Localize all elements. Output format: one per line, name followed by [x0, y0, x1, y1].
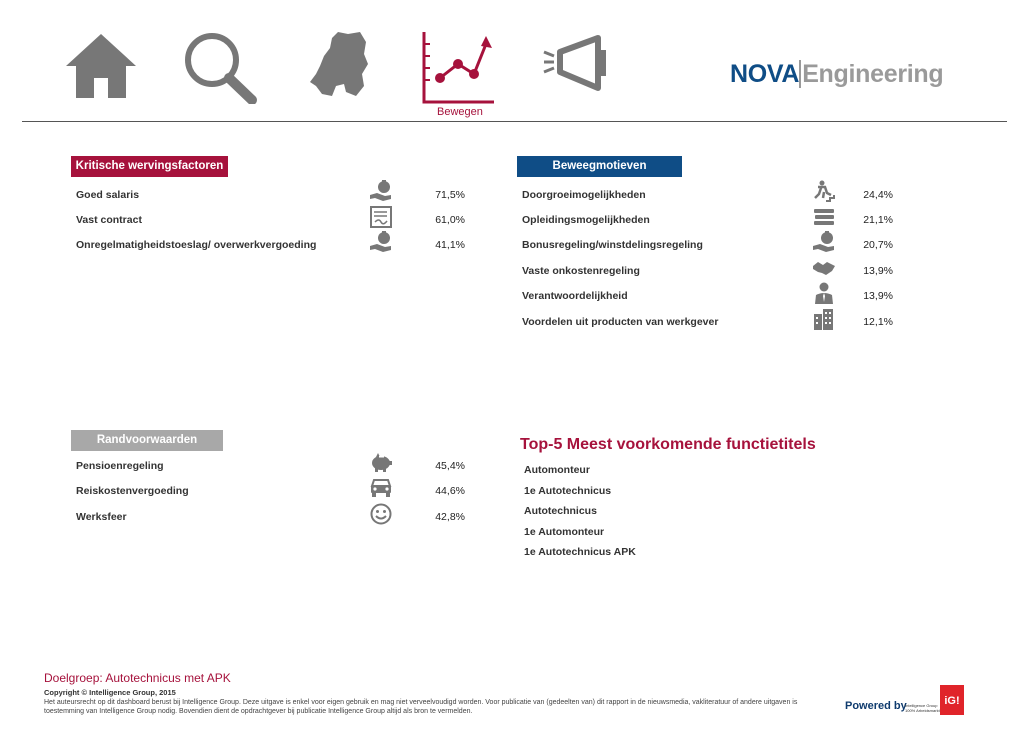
rand-value-2: 44,6%	[435, 485, 465, 497]
beweeg-label-1: Doorgroeimogelijkheden	[522, 189, 646, 201]
beweeg-value-2: 21,1%	[863, 214, 893, 226]
beweeg-label-3: Bonusregeling/winstdelingsregeling	[522, 239, 703, 251]
rand-label-3: Werksfeer	[76, 511, 127, 523]
beweeg-value-1: 24,4%	[863, 189, 893, 201]
kritische-label-3: Onregelmatigheidstoeslag/ overwerkvergoeding	[76, 239, 317, 251]
piggy-bank-icon	[369, 452, 393, 474]
beweeg-label-5: Verantwoordelijkheid	[522, 290, 628, 302]
beweeg-label-4: Vaste onkostenregeling	[522, 265, 640, 277]
kritische-label-1: Goed salaris	[76, 189, 140, 201]
home-icon[interactable]	[64, 30, 138, 105]
beweeg-value-4: 13,9%	[863, 265, 893, 277]
logo-part-engineering: Engineering	[799, 60, 943, 88]
powered-by-label: Powered by	[845, 700, 907, 712]
nav-label-bewegen[interactable]: Bewegen	[437, 106, 483, 118]
rand-label-1: Pensioenregeling	[76, 460, 164, 472]
rand-label-2: Reiskostenvergoeding	[76, 485, 189, 497]
kritische-label-2: Vast contract	[76, 214, 142, 226]
money-bag-hand-icon	[369, 180, 393, 202]
money-bag-hand-icon	[812, 231, 836, 253]
buildings-icon	[812, 308, 836, 330]
nova-engineering-logo	[730, 60, 943, 89]
smiley-icon	[369, 503, 393, 525]
beweeg-label-2: Opleidingsmogelijkheden	[522, 214, 650, 226]
businessman-icon	[812, 282, 836, 304]
disclaimer: Het auteursrecht op dit dashboard berust bij Intelligence Group. Deze uitgave is enkel voor eigen gebruik en mag niet verveelvoudigd worden. Voor publicatie van (gedeelten van) dit rapport in de nieuwsmedia, vakliteratuur of andere uitgaven is toestemming van Intelligence Group nodig. Bovendien dient de opdrachtgever bij publicatie Intelligence Group altijd als bron te vermelden.	[44, 699, 798, 715]
top5-item-3: Autotechnicus	[524, 505, 597, 517]
top5-item-1: Automonteur	[524, 464, 590, 476]
rand-value-3: 42,8%	[435, 511, 465, 523]
contract-icon	[369, 206, 393, 228]
kritische-value-2: 61,0%	[435, 214, 465, 226]
kritische-value-3: 41,1%	[435, 239, 465, 251]
beweeg-value-6: 12,1%	[863, 316, 893, 328]
beweeg-label-6: Voordelen uit producten van werkgever	[522, 316, 719, 328]
top5-item-5: 1e Autotechnicus APK	[524, 546, 636, 558]
megaphone-icon[interactable]	[542, 30, 610, 99]
kritische-header: Kritische wervingsfactoren	[71, 156, 228, 177]
money-bag-hand-icon	[369, 231, 393, 253]
copyright: Copyright © Intelligence Group, 2015	[44, 688, 176, 697]
kritische-value-1: 71,5%	[435, 189, 465, 201]
intelligence-group-logo: iG!	[940, 685, 964, 715]
target-group-label: Doelgroep: Autotechnicus met APK	[44, 671, 231, 685]
beweeg-header: Beweegmotieven	[517, 156, 682, 177]
top5-item-2: 1e Autotechnicus	[524, 485, 612, 497]
search-icon[interactable]	[182, 30, 258, 109]
beweeg-value-3: 20,7%	[863, 239, 893, 251]
header-divider	[22, 121, 1007, 122]
climbing-person-icon	[812, 180, 836, 202]
chart-growth-icon[interactable]	[420, 30, 496, 111]
books-icon	[812, 206, 836, 228]
rand-header: Randvoorwaarden	[71, 430, 223, 451]
top5-item-4: 1e Automonteur	[524, 526, 605, 538]
rand-value-1: 45,4%	[435, 460, 465, 472]
top5-title: Top-5 Meest voorkomende functietitels	[520, 436, 816, 453]
car-icon	[369, 477, 393, 499]
beweeg-value-5: 13,9%	[863, 290, 893, 302]
handshake-icon	[812, 257, 836, 279]
netherlands-map-icon[interactable]	[308, 30, 370, 105]
logo-part-nova: NOVA	[730, 60, 800, 88]
ig-tagline: Intelligence Group 100% Arbeidsmarkt	[905, 703, 940, 713]
